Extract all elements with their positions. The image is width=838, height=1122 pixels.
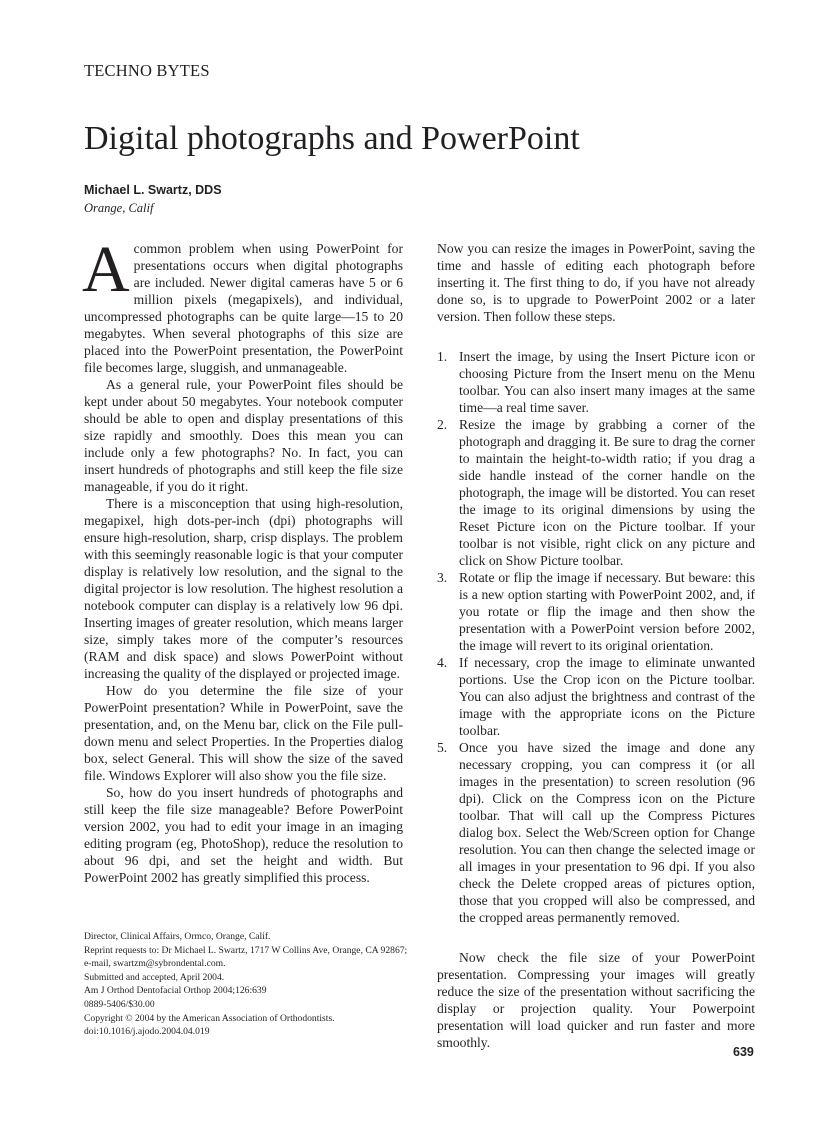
list-item: 5. Once you have sized the image and done any necessary cropping, you can compress it (or all images in the presentation) to screen resolution (96 dpi). Click on the Compress icon on the Picture toolbar. That will call up the Compress Pictures dialog box. Select the Web/Screen option for Change resolution. You can then change the selected image or all images in your presentation to 96 dpi. If you also check the Delete cropped areas of pictures option, those that you cropped will also be compressed, and the cropped areas permanently removed.	[437, 740, 755, 925]
footnotes	[84, 930, 414, 1039]
footnote: Am J Orthod Dentofacial Orthop 2004;126:639	[84, 985, 267, 997]
paragraph: A common problem when using PowerPoint for presentations occurs when digital photographs are included. Newer digital cameras have 5 or 6 million pixels (megapixels), and individual, uncompressed photographs can be quite large—15 to 20 megabytes. When several photographs of this size are placed into the PowerPoint presentation, the PowerPoint file becomes large, sluggish, and unmanageable.	[82, 233, 403, 375]
section-header: TECHNO BYTES	[84, 61, 210, 80]
footnote: Reprint requests to: Dr Michael L. Swartz, 1717 W Collins Ave, Orange, CA 92867; e-mail, swartzm@sybrondental.com.	[84, 944, 408, 970]
drop-cap: A	[82, 233, 130, 306]
footnote: Copyright © 2004 by the American Association of Orthodontists.	[84, 1012, 335, 1024]
author-name: Michael L. Swartz, DDS	[84, 183, 222, 197]
paragraph: There is a misconception that using high-resolution, megapixel, high dots-per-inch (dpi) photographs will ensure high-resolution, sharp, crisp displays. The problem with this seemingly reasonable logic is that your computer display is relatively low resolution, and the signal to the digital projector is low resolution. The highest resolution a notebook computer can display is a relatively low 96 dpi. Inserting images of greater resolution, which means larger size, simply takes more of the computer’s resources (RAM and disk space) and slows PowerPoint without increasing the quality of the displayed or projected image.	[84, 496, 403, 681]
footnote: doi:10.1016/j.ajodo.2004.04.019	[84, 1026, 210, 1038]
paragraph: How do you determine the file size of your PowerPoint presentation? While in PowerPoint, save the presentation, and, on the Menu bar, click on the File pull-down menu and select Properties. In the Properties dialog box, select General. This will show the size of the saved file. Windows Explorer will also show you the file size.	[84, 683, 403, 783]
right-column	[437, 240, 755, 1051]
page-number: 639	[733, 1045, 754, 1059]
footnote: 0889-5406/$30.00	[84, 998, 155, 1010]
paragraph: As a general rule, your PowerPoint files should be kept under about 50 megabytes. Your notebook computer should be able to open and display presentations of this size rapidly and smoothly. Does this mean you can include only a few photographs? No. In fact, you can insert hundreds of photographs and still keep the file size manageable, if you do it right.	[84, 377, 403, 494]
paragraph: So, how do you insert hundreds of photographs and still keep the file size manageable? Before PowerPoint version 2002, you had to edit your image in an imaging editing program (eg, PhotoShop), reduce the resolution to about 96 dpi, and set the height and width. But PowerPoint 2002 has greatly simplified this process.	[84, 785, 403, 885]
list-item: 1. Insert the image, by using the Insert Picture icon or choosing Picture from the Insert menu on the Menu toolbar. You can also insert many images at the same time—a real time saver.	[437, 349, 755, 415]
article-title: Digital photographs and PowerPoint	[84, 120, 580, 157]
list-item: 2. Resize the image by grabbing a corner of the photograph and dragging it. Be sure to drag the corner to maintain the height-to-width ratio; if you drag a side handle instead of the corner handle on the photograph, the image will be distorted. You can reset the image to its original dimensions by using the Reset Picture icon on the Picture toolbar. If your toolbar is not visible, right click on any picture and click on Show Picture toolbar.	[437, 417, 755, 568]
list-item: 4. If necessary, crop the image to eliminate unwanted portions. Use the Crop icon on the Picture toolbar. You can also adjust the brightness and contrast of the image with the appropriate icons on the Picture toolbar.	[437, 655, 755, 738]
paragraph: Now you can resize the images in PowerPoint, saving the time and hassle of editing each photograph before inserting it. The first thing to do, if you have not already done so, is to upgrade to PowerPoint 2002 or a later version. Then follow these steps.	[437, 241, 755, 324]
paragraph: Now check the file size of your PowerPoint presentation. Compressing your images will greatly reduce the size of the presentation without sacrificing the display or projection quality. Your Powerpoint presentation will load quicker and run faster and more smoothly.	[437, 950, 755, 1050]
steps-list	[437, 348, 755, 926]
footnote: Director, Clinical Affairs, Ormco, Orange, Calif.	[84, 931, 271, 942]
author-location: Orange, Calif	[84, 201, 154, 215]
left-column	[82, 233, 403, 886]
list-item: 3. Rotate or flip the image if necessary. But beware: this is a new option starting with PowerPoint 2002, and, if you rotate or flip the image and then show the presentation with a PowerPoint version before 2002, the image will revert to its original orientation.	[437, 570, 755, 653]
footnote: Submitted and accepted, April 2004.	[84, 971, 225, 983]
